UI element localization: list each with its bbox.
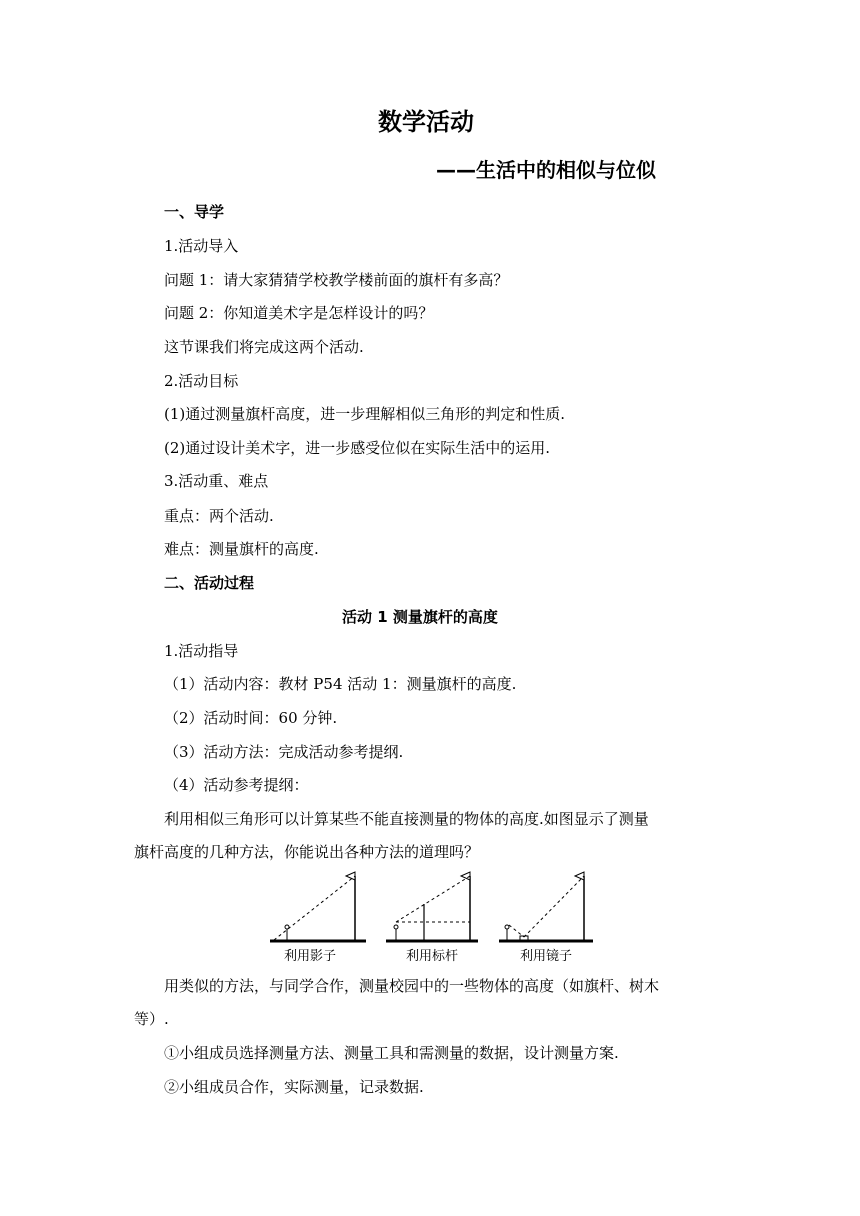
- doc-title: 数学活动: [378, 108, 474, 136]
- key-point: 重点：两个活动.: [164, 507, 274, 525]
- question-1: 问题 1：请大家猜猜学校教学楼前面的旗杆有多高？: [164, 271, 509, 289]
- subheading-key-points: 3.活动重、难点: [164, 472, 269, 490]
- instruction-1: （1）活动内容：教材 P54 活动 1：测量旗杆的高度.: [164, 675, 517, 693]
- paragraph-2-line-1: 用类似的方法，与同学合作，测量校园中的一些物体的高度（如旗杆、树木: [164, 977, 660, 995]
- caption-pole: 利用标杆: [406, 949, 459, 964]
- section-heading-process: 二、活动过程: [164, 574, 255, 592]
- caption-mirror: 利用镜子: [520, 949, 573, 964]
- step-1: ①小组成员选择测量方法、测量工具和需测量的数据，设计测量方案.: [164, 1044, 619, 1062]
- paragraph-1-line-1: 利用相似三角形可以计算某些不能直接测量的物体的高度.如图显示了测量: [164, 810, 649, 828]
- subheading-goals: 2.活动目标: [164, 372, 239, 390]
- paragraph-2-line-2: 等）.: [134, 1010, 169, 1028]
- instruction-2: （2）活动时间：60 分钟.: [164, 709, 338, 727]
- caption-shadow: 利用影子: [284, 949, 337, 964]
- activity-title: 活动 1 测量旗杆的高度: [342, 608, 498, 626]
- subheading-activity-intro: 1.活动导入: [164, 237, 239, 255]
- measurement-methods-figure: [266, 866, 596, 948]
- instruction-4: （4）活动参考提纲：: [164, 776, 309, 794]
- instruction-3: （3）活动方法：完成活动参考提纲.: [164, 743, 404, 761]
- section-heading-guide: 一、导学: [164, 203, 225, 221]
- goal-2: (2)通过设计美术字，进一步感受位似在实际生活中的运用.: [164, 439, 551, 457]
- doc-subtitle: ——生活中的相似与位似: [436, 158, 656, 182]
- paragraph-1-line-2: 旗杆高度的几种方法，你能说出各种方法的道理吗？: [134, 843, 480, 861]
- step-2: ②小组成员合作，实际测量，记录数据.: [164, 1078, 424, 1096]
- intro-text: 这节课我们将完成这两个活动.: [164, 338, 364, 356]
- question-2: 问题 2：你知道美术字是怎样设计的吗？: [164, 304, 434, 322]
- mirror-method-diagram: [499, 872, 593, 941]
- pole-method-diagram: [386, 872, 478, 941]
- shadow-method-diagram: [270, 872, 366, 941]
- difficult-point: 难点：测量旗杆的高度.: [164, 540, 319, 558]
- subheading-guidance: 1.活动指导: [164, 642, 239, 660]
- goal-1: (1)通过测量旗杆高度，进一步理解相似三角形的判定和性质.: [164, 405, 566, 423]
